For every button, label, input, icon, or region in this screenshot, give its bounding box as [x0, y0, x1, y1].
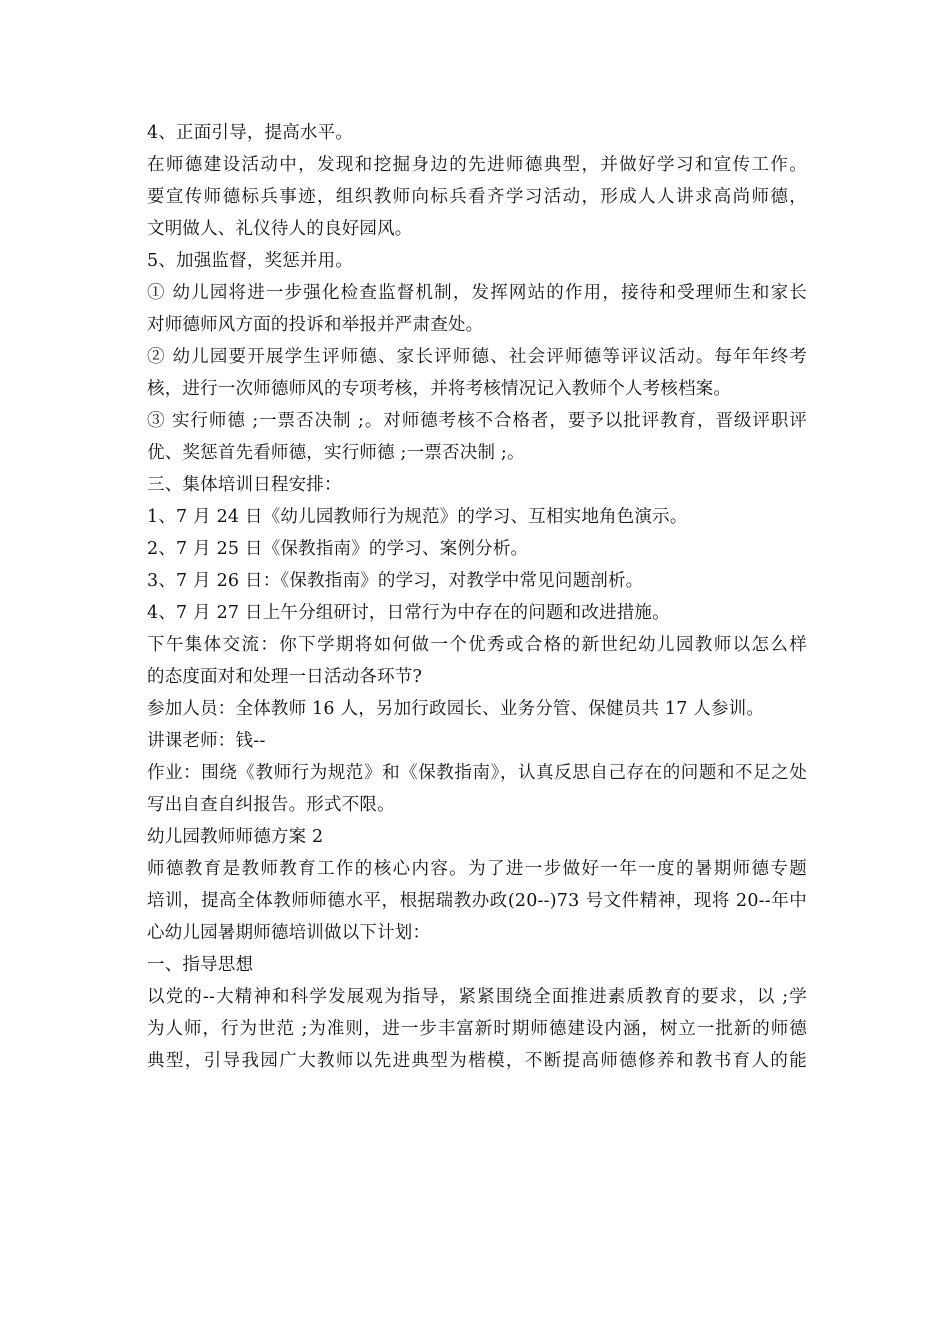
text-line: 一、指导思想	[147, 955, 254, 975]
text-line: 讲课老师：钱--	[147, 731, 266, 751]
text-line: 优、奖惩首先看师德，实行师德 ;一票否决制 ;。	[147, 443, 525, 463]
text-line: 4、正面引导，提高水平。	[147, 123, 354, 143]
text-line: 的态度面对和处理一日活动各环节?	[147, 667, 423, 687]
text-line: 为人师，行为世范 ;为准则，进一步丰富新时期师德建设内涵，树立一批新的师德	[147, 1019, 807, 1039]
text-line: 4、7 月 27 日上午分组研讨，日常行为中存在的问题和改进措施。	[147, 603, 670, 623]
text-line: 幼儿园教师师德方案 2	[147, 827, 324, 847]
text-line: 师德教育是教师教育工作的核心内容。为了进一步做好一年一度的暑期师德专题	[147, 859, 807, 879]
text-line: 以党的--大精神和科学发展观为指导，紧紧围绕全面推进素质教育的要求，以 ;学	[147, 987, 807, 1007]
text-line: 三、集体培训日程安排：	[147, 475, 342, 495]
text-line: 2、7 月 25 日《保教指南》的学习、案例分析。	[147, 539, 529, 559]
text-line: 1、7 月 24 日《幼儿园教师行为规范》的学习、互相实地角色演示。	[147, 507, 688, 527]
text-line: 作业：围绕《教师行为规范》和《保教指南》，认真反思自己存在的问题和不足之处	[147, 763, 807, 783]
document-body	[147, 117, 807, 1077]
text-line: 5、加强监督，奖惩并用。	[147, 251, 354, 271]
text-line: 写出自查自纠报告。形式不限。	[147, 795, 395, 815]
text-line: 培训，提高全体教师师德水平，根据瑞教办政(20--)73 号文件精神，现将 20--年中	[147, 891, 807, 911]
text-line: 文明做人、礼仪待人的良好园风。	[147, 219, 413, 239]
text-line: 典型，引导我园广大教师以先进典型为楷模，不断提高师德修养和教书育人的能	[147, 1051, 807, 1071]
text-line: 核，进行一次师德师风的专项考核，并将考核情况记入教师个人考核档案。	[147, 379, 732, 399]
text-line: 在师德建设活动中，发现和挖掘身边的先进师德典型，并做好学习和宣传工作。	[147, 155, 807, 175]
text-line: 要宣传师德标兵事迹，组织教师向标兵看齐学习活动，形成人人讲求高尚师德，	[147, 187, 807, 207]
text-line: 心幼儿园暑期师德培训做以下计划：	[147, 923, 431, 943]
text-line: ② 幼儿园要开展学生评师德、家长评师德、社会评师德等评议活动。每年年终考	[147, 347, 807, 367]
text-line: 参加人员：全体教师 16 人，另加行政园长、业务分管、保健员共 17 人参训。	[147, 699, 765, 719]
text-line: 对师德师风方面的投诉和举报并严肃查处。	[147, 315, 484, 335]
text-line: 下午集体交流：你下学期将如何做一个优秀或合格的新世纪幼儿园教师以怎么样	[147, 635, 807, 655]
text-line: 3、7 月 26 日：《保教指南》的学习，对教学中常见问题剖析。	[147, 571, 644, 591]
text-line: ① 幼儿园将进一步强化检查监督机制，发挥网站的作用，接待和受理师生和家长	[147, 283, 807, 303]
text-line: ③ 实行师德 ;一票否决制 ;。对师德考核不合格者，要予以批评教育，晋级评职评	[147, 411, 807, 431]
